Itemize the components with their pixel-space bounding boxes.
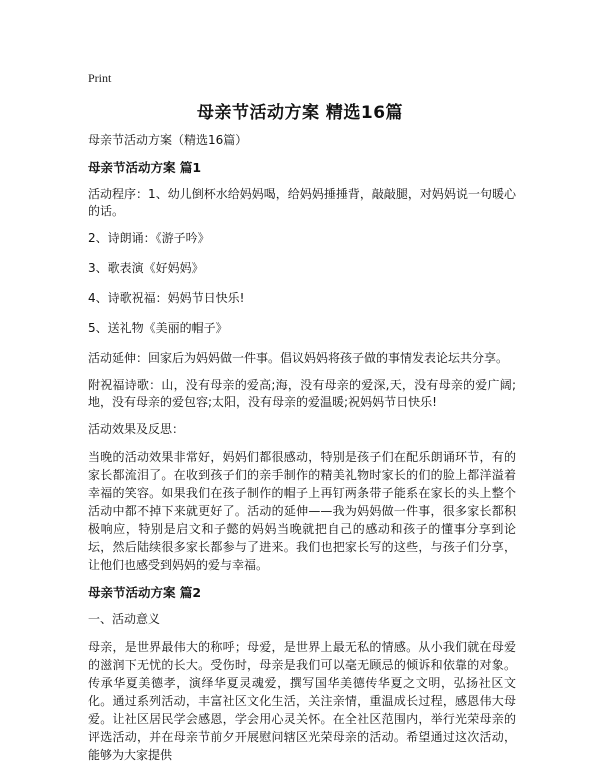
paragraph-effect-body: 当晚的活动效果非常好，妈妈们都很感动，特别是孩子们在配乐朗诵环节，有的家长都流泪了。在收到孩子们的亲手制作的精美礼物时家长的们的脸上都洋溢着幸福的笑容。如果我们在孩子制作的帽子上再钉两条带子能系在家长的头上整个活动中都不掉下来就更好了。活动的延伸——我为妈妈做一件事，很多家长都积极响应，特别是启文和子懿的妈妈当晚就把自己的感动和孩子的懂事分享到论坛，然后陆续很多家长都参与了进来。我们也把家长写的这些，与孩子们分享，让他们也感受到妈妈的爱与幸福。 [88, 450, 516, 572]
paragraph-extension: 活动延伸：回家后为妈妈做一件事。倡议妈妈将孩子做的事情发表论坛共分享。 [88, 351, 509, 365]
section-heading-1: 母亲节活动方案 篇1 [88, 160, 202, 175]
print-link[interactable]: Print [88, 71, 112, 85]
subtitle: 母亲节活动方案（精选16篇） [88, 133, 248, 147]
document-body [88, 132, 516, 774]
paragraph-item-5: 5、送礼物《美丽的帽子》 [88, 321, 228, 335]
paragraph-item-2: 2、诗朗诵：《游子吟》 [88, 231, 210, 245]
document-title: 母亲节活动方案 精选16篇 [196, 103, 404, 123]
paragraph-program: 活动程序：1、幼儿倒杯水给妈妈喝，给妈妈捶捶背，敲敲腿，对妈妈说一句暖心的话。 [88, 187, 516, 218]
section-heading-2: 母亲节活动方案 篇2 [88, 585, 202, 600]
paragraph-sub-heading: 一、活动意义 [88, 612, 161, 626]
paragraph-item-4: 4、诗歌祝福：妈妈节日快乐! [88, 291, 245, 305]
paragraph-item-3: 3、歌表演《好妈妈》 [88, 261, 204, 275]
paragraph-effect-label: 活动效果及反思： [88, 422, 185, 436]
paragraph-section2-body: 母亲，是世界最伟大的称呼；母爱，是世界上最无私的情感。从小我们就在母爱的滋润下无忧的长大。受伤时，母亲是我们可以毫无顾忌的倾诉和依靠的对象。传承华夏美德孝，演绎华夏灵魂爱，撰写国华美德传华夏之文明，弘扬社区文化。通过系列活动，丰富社区文化生活，关注亲情，重温成长过程，感恩伟大母爱。让社区居民学会感恩，学会用心灵关怀。在全社区范围内，举行光荣母亲的评选活动，并在母亲节前夕开展慰问辖区光荣母亲的活动。希望通过这次活动，能够为大家提供 [88, 640, 516, 762]
paragraph-poem: 附祝福诗歌：山，没有母亲的爱高;海，没有母亲的爱深,天，没有母亲的爱广阔;地，没有母亲的爱包容;太阳，没有母亲的爱温暖;祝妈妈节日快乐! [88, 378, 516, 409]
